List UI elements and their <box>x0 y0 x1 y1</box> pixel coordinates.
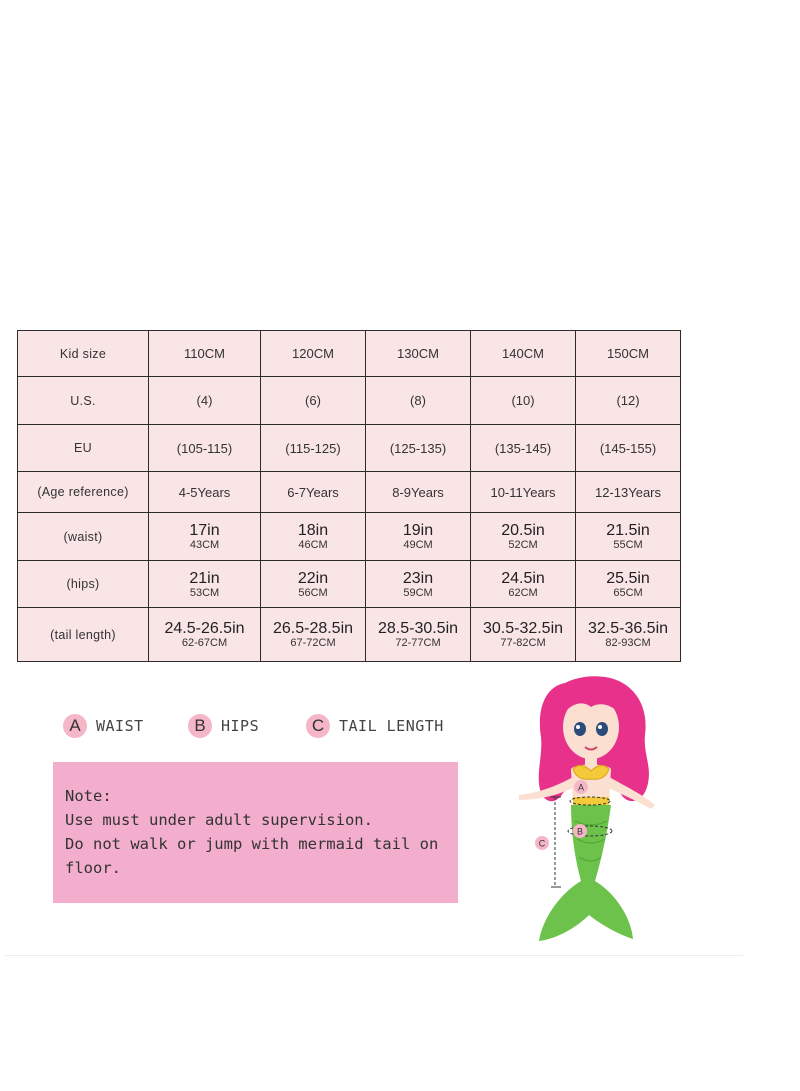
table-cell: 28.5-30.5in 72-77CM <box>366 608 471 662</box>
table-cell: 150CM <box>576 331 681 377</box>
legend-label-waist: WAIST <box>96 717 144 735</box>
divider <box>5 955 743 956</box>
table-cell: 26.5-28.5in 67-72CM <box>261 608 366 662</box>
table-cell: 120CM <box>261 331 366 377</box>
note-line: Do not walk or jump with mermaid tail on <box>65 835 439 853</box>
table-cell: 30.5-32.5in 77-82CM <box>471 608 576 662</box>
table-cell: 32.5-36.5in 82-93CM <box>576 608 681 662</box>
row-tail-length <box>18 608 681 662</box>
table-cell: 24.5in 62CM <box>471 561 576 608</box>
table-cell: (12) <box>576 377 681 425</box>
table-cell: (135-145) <box>471 425 576 472</box>
marker-b-label: B <box>576 826 584 837</box>
table-cell: (6) <box>261 377 366 425</box>
table-cell: (125-135) <box>366 425 471 472</box>
table-cell: 12-13Years <box>576 472 681 513</box>
legend-tail-length <box>306 711 444 741</box>
note-line: Use must under adult supervision. <box>65 811 373 829</box>
mermaid-illustration <box>505 665 675 950</box>
table-cell: 21in 53CM <box>149 561 261 608</box>
table-cell: 10-11Years <box>471 472 576 513</box>
table-cell: 4-5Years <box>149 472 261 513</box>
table-cell: 24.5-26.5in 62-67CM <box>149 608 261 662</box>
table-cell: (8) <box>366 377 471 425</box>
eye-highlight <box>576 725 580 729</box>
table-cell: 25.5in 65CM <box>576 561 681 608</box>
note-line: floor. <box>65 859 121 877</box>
row-label: (tail length) <box>18 608 149 662</box>
size-chart-table <box>17 330 681 662</box>
table-cell: 8-9Years <box>366 472 471 513</box>
row-age-reference <box>18 472 681 513</box>
mermaid-tail <box>539 805 633 941</box>
row-us <box>18 377 681 425</box>
legend-letter-b: B <box>188 714 212 738</box>
legend-label-tail-length: TAIL LENGTH <box>339 717 444 735</box>
legend-letter-c: C <box>306 714 330 738</box>
row-label: (Age reference) <box>18 472 149 513</box>
marker-a-label: A <box>577 782 585 793</box>
legend-label-hips: HIPS <box>221 717 260 735</box>
eye-highlight <box>598 725 602 729</box>
left-eye <box>574 722 586 736</box>
table-cell: 23in 59CM <box>366 561 471 608</box>
table-cell: 6-7Years <box>261 472 366 513</box>
row-label: (hips) <box>18 561 149 608</box>
table-cell: 19in 49CM <box>366 513 471 561</box>
table-cell: 22in 56CM <box>261 561 366 608</box>
note-box <box>53 762 458 903</box>
table-cell: (145-155) <box>576 425 681 472</box>
table-cell: 17in 43CM <box>149 513 261 561</box>
note-title: Note: <box>65 787 112 805</box>
row-label: U.S. <box>18 377 149 425</box>
table-cell: 20.5in 52CM <box>471 513 576 561</box>
table-cell: 130CM <box>366 331 471 377</box>
table-cell: (10) <box>471 377 576 425</box>
table-cell: (4) <box>149 377 261 425</box>
row-eu <box>18 425 681 472</box>
row-label: Kid size <box>18 331 149 377</box>
row-hips <box>18 561 681 608</box>
row-label: EU <box>18 425 149 472</box>
row-label: (waist) <box>18 513 149 561</box>
right-eye <box>596 722 608 736</box>
row-waist <box>18 513 681 561</box>
legend-hips <box>188 711 259 741</box>
table-cell: (115-125) <box>261 425 366 472</box>
table-cell: 21.5in 55CM <box>576 513 681 561</box>
table-cell: 110CM <box>149 331 261 377</box>
table-cell: (105-115) <box>149 425 261 472</box>
legend-letter-a: A <box>63 714 87 738</box>
marker-c-label: C <box>538 838 546 849</box>
table-cell: 18in 46CM <box>261 513 366 561</box>
table-cell: 140CM <box>471 331 576 377</box>
row-kid-size <box>18 331 681 377</box>
legend-waist <box>63 711 144 741</box>
